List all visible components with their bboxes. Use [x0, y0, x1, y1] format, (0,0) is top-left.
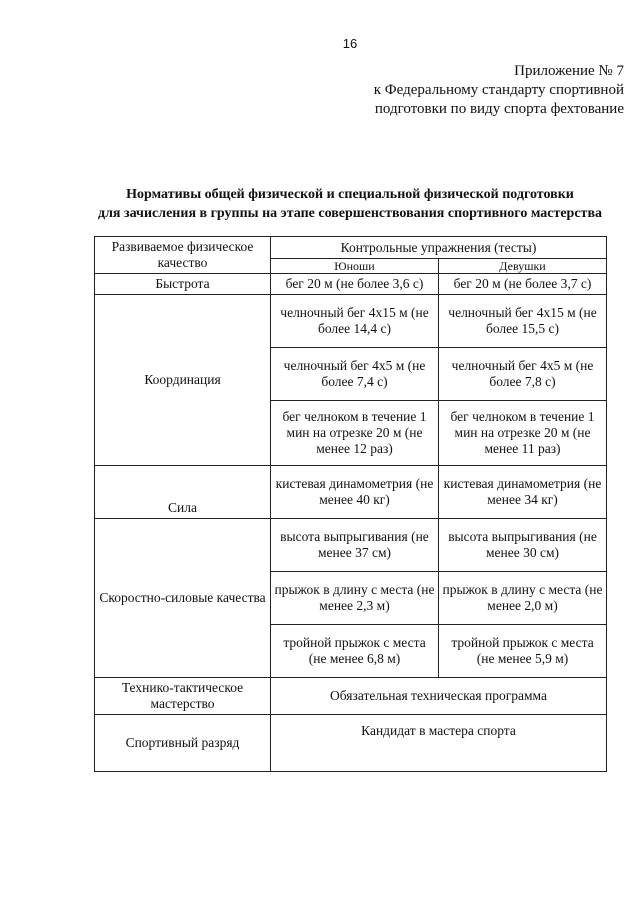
header-tests: Контрольные упражнения (тесты) — [271, 237, 607, 259]
technique-value: Обязательная техническая программа — [271, 678, 607, 715]
table-row-strength — [95, 466, 607, 519]
quality-speed: Быстрота — [95, 274, 271, 295]
quality-strength: Сила — [95, 466, 271, 519]
coordination-3-girls: бег челноком в течение 1 мин на отрезке 20 м (не менее 11 раз) — [439, 401, 607, 466]
table-row-speed — [95, 274, 607, 295]
appendix-number: Приложение № 7 — [514, 63, 624, 79]
speed-boys: бег 20 м (не более 3,6 с) — [271, 274, 439, 295]
header-boys: Юноши — [271, 259, 439, 274]
coordination-2-boys: челночный бег 4х5 м (не более 7,4 с) — [271, 348, 439, 401]
coordination-1-girls: челночный бег 4х15 м (не более 15,5 с) — [439, 295, 607, 348]
norms-table — [94, 236, 607, 772]
document-title-line1: Нормативы общей физической и специальной физической подготовки — [126, 187, 574, 202]
speed-strength-1-girls: высота выпрыгивания (не менее 30 см) — [439, 519, 607, 572]
header-quality: Развиваемое физическое качество — [95, 237, 271, 274]
quality-speed-strength: Скоростно-силовые качества — [95, 519, 271, 678]
strength-girls: кистевая динамометрия (не менее 34 кг) — [439, 466, 607, 519]
speed-strength-1-boys: высота выпрыгивания (не менее 37 см) — [271, 519, 439, 572]
speed-girls: бег 20 м (не более 3,7 с) — [439, 274, 607, 295]
table-row-technique — [95, 678, 607, 715]
quality-coordination: Координация — [95, 295, 271, 466]
appendix-reference-line1: к Федеральному стандарту спортивной — [373, 82, 624, 98]
speed-strength-2-girls: прыжок в длину с места (не менее 2,0 м) — [439, 572, 607, 625]
appendix-header — [374, 62, 624, 119]
document-title-line2: для зачисления в группы на этапе совершенствования спортивного мастерства — [97, 206, 602, 221]
quality-technique: Технико-тактическое мастерство — [95, 678, 271, 715]
page-number: 16 — [342, 36, 358, 51]
table-row-rank — [95, 715, 607, 772]
speed-strength-2-boys: прыжок в длину с места (не менее 2,3 м) — [271, 572, 439, 625]
coordination-3-boys: бег челноком в течение 1 мин на отрезке 20 м (не менее 12 раз) — [271, 401, 439, 466]
speed-strength-3-girls: тройной прыжок с места (не менее 5,9 м) — [439, 625, 607, 678]
strength-boys: кистевая динамометрия (не менее 40 кг) — [271, 466, 439, 519]
table-header-row — [95, 237, 607, 259]
coordination-1-boys: челночный бег 4х15 м (не более 14,4 с) — [271, 295, 439, 348]
quality-rank: Спортивный разряд — [95, 715, 271, 772]
appendix-reference-line2: подготовки по виду спорта фехтование — [374, 101, 624, 117]
document-title — [0, 185, 640, 223]
table-row-coordination-1 — [95, 295, 607, 348]
speed-strength-3-boys: тройной прыжок с места (не менее 6,8 м) — [271, 625, 439, 678]
header-girls: Девушки — [439, 259, 607, 274]
table-row-speed-strength-1 — [95, 519, 607, 572]
rank-value: Кандидат в мастера спорта — [271, 715, 607, 772]
coordination-2-girls: челночный бег 4х5 м (не более 7,8 с) — [439, 348, 607, 401]
